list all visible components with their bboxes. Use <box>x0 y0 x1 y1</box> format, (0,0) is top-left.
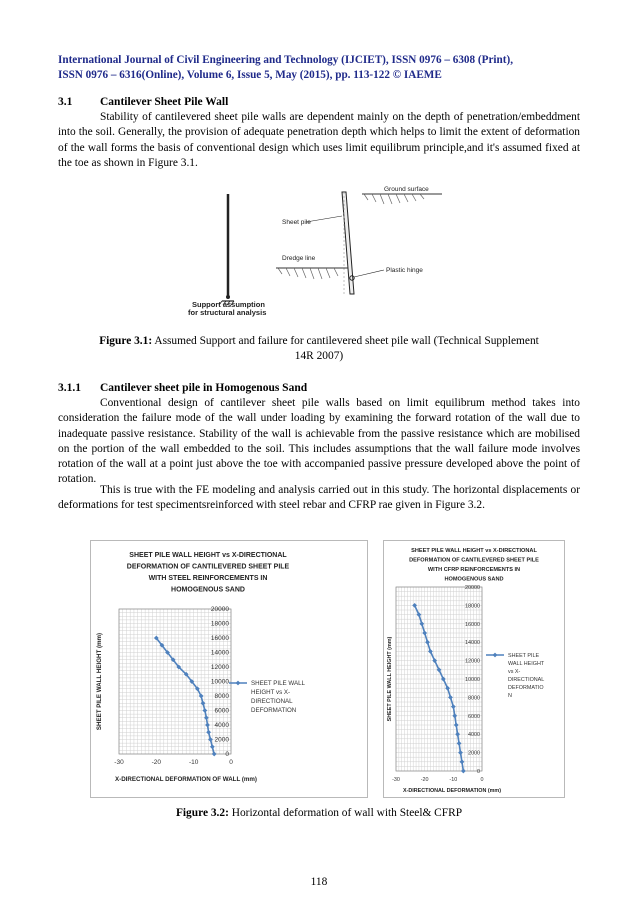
section-heading-3-1-1 <box>58 382 307 394</box>
y-tick-label: 4000 <box>468 732 480 739</box>
legend-label: N <box>508 693 512 699</box>
legend-label: SHEET PILE <box>508 653 540 659</box>
data-point <box>422 631 427 636</box>
y-tick-label: 4000 <box>214 722 229 729</box>
y-tick-label: 8000 <box>468 695 480 702</box>
chart-title-line: SHEET PILE WALL HEIGHT vs X-DIRECTIONAL <box>129 552 287 559</box>
figure-3-1-caption-text: Assumed Support and failure for cantilevered sheet pile wall (Technical Supplement <box>154 335 539 347</box>
data-point <box>205 723 210 728</box>
x-axis-label: X-DIRECTIONAL DEFORMATION OF WALL (mm) <box>115 776 257 783</box>
x-tick-label: 0 <box>480 777 484 783</box>
legend-label: WALL HEIGHT <box>508 661 545 667</box>
section-3-1-1-paragraph-1: Conventional design of cantilever sheet pile walls based on limit equilibrum method takes into consideration the failure mode of the wall under loading by examining the forward rotation of the wall due to inadequate passive resistance. Stability of the wall is achievable from the passive resistance which are mobilised on the portion of the wall embedded to the soil. This includes assumptions that the wall failure mode involves rotation of the wall at a point just above the toe with accompanied passive pressure developed above the point of rotation. <box>58 397 580 486</box>
ground-surface-label: Ground surface <box>384 186 429 193</box>
y-axis-label: SHEET PILE WALL HEIGHT (mm) <box>96 632 103 731</box>
legend-label: DEFORMATION <box>251 707 297 714</box>
chart-title-line: DEFORMATION OF CANTILEVERED SHEET PILE <box>409 557 539 564</box>
x-tick-label: -30 <box>114 759 124 766</box>
legend-marker <box>493 653 498 658</box>
chart-cfrp-svg <box>384 541 564 797</box>
data-point <box>454 723 459 728</box>
journal-header-line2: ISSN 0976 – 6316(Online), Volume 6, Issue 5, May (2015), pp. 113-122 © IAEME <box>58 69 442 81</box>
figure-3-1-caption <box>58 334 580 364</box>
y-tick-label: 12000 <box>210 664 229 671</box>
sheet-pile <box>342 192 354 294</box>
data-point <box>451 704 456 709</box>
support-label-2: for structural analysis <box>188 308 267 317</box>
x-tick-label: -30 <box>392 777 400 783</box>
figure-3-2-caption-text: Horizontal deformation of wall with Steel& CFRP <box>231 807 463 819</box>
dredge-line-label: Dredge line <box>282 255 316 262</box>
y-tick-label: 0 <box>477 769 480 775</box>
x-tick-label: 0 <box>229 759 233 766</box>
y-tick-label: 8000 <box>214 693 229 700</box>
legend-label: SHEET PILE WALL <box>251 680 305 687</box>
y-tick-label: 0 <box>225 751 229 758</box>
chart-title-line: WITH CFRP REINFORCEMENTS IN <box>427 567 521 573</box>
y-tick-label: 2000 <box>214 736 229 744</box>
data-point <box>445 686 450 691</box>
x-tick-label: -20 <box>420 777 429 783</box>
chart-title-line: DEFORMATION OF CANTILEVERED SHEET PILE <box>126 563 290 571</box>
chart-cfrp <box>383 540 565 798</box>
x-tick-label: -10 <box>188 759 199 766</box>
chart-title-line: HOMOGENOUS SAND <box>444 576 504 583</box>
journal-header-line1: International Journal of Civil Engineering and Technology (IJCIET), ISSN 0976 – 6308 (Print), <box>58 54 514 66</box>
section-number: 3.1 <box>58 96 73 108</box>
y-tick-label: 10000 <box>465 677 480 683</box>
y-tick-label: 6000 <box>468 713 480 720</box>
figure-3-1-diagram <box>186 186 482 320</box>
data-point <box>437 667 442 672</box>
plastic-hinge-label: Plastic hinge <box>386 267 423 274</box>
y-tick-label: 20000 <box>465 585 480 591</box>
section-title: Cantilever sheet pile in Homogenous Sand <box>100 382 308 394</box>
figure-3-1-label: Figure 3.1: <box>99 335 153 347</box>
x-tick-label: -10 <box>449 777 458 783</box>
x-tick-label: -20 <box>151 759 162 766</box>
sheet-pile-label: Sheet pile <box>282 219 311 226</box>
data-point <box>428 649 433 654</box>
chart-title-line: WITH STEEL REINFORCEMENTS IN <box>148 575 268 582</box>
data-point <box>425 640 430 645</box>
y-axis-label: SHEET PILE WALL HEIGHT (mm) <box>387 636 393 722</box>
data-point <box>206 730 211 735</box>
section-3-1-1-paragraph-2: This is true with the FE modeling and analysis carried out in this study. The horizontal displacements or deformations for test specimentsreinforced with steel rebar and CFRP rae given in Figure 3.2. <box>58 484 580 512</box>
section-number: 3.1.1 <box>58 382 81 394</box>
y-tick-label: 18000 <box>465 603 480 610</box>
y-tick-label: 14000 <box>465 640 480 647</box>
x-axis-label: X-DIRECTIONAL DEFORMATION (mm) <box>402 788 502 794</box>
section-title: Cantilever Sheet Pile Wall <box>100 96 229 108</box>
legend-label: HEIGHT vs X- <box>251 689 291 696</box>
data-point <box>448 695 453 700</box>
journal-header <box>58 53 580 83</box>
data-point <box>457 741 462 746</box>
legend-label: DEFORMATIO <box>508 685 544 691</box>
section-3-1-paragraph: Stability of cantilevered sheet pile walls are dependent mainly on the depth of penetration/embeddment into the soil. Generally, the provision of adequate penetration depth which helps to limit the extent of deformation of the wall forms the basis of conventional design which uses limit equilibrum principle,and it's assumed fixed at the toe as shown in Figure 3.1. <box>58 111 580 169</box>
y-tick-label: 14000 <box>210 649 229 657</box>
section-heading-3-1 <box>58 96 228 108</box>
chart-steel <box>90 540 368 798</box>
legend-label: vs X- <box>508 669 521 675</box>
chart-title-line: HOMOGENOUS SAND <box>171 586 245 594</box>
y-tick-label: 20000 <box>210 606 229 613</box>
y-tick-label: 18000 <box>210 620 229 628</box>
data-point <box>419 621 424 626</box>
data-point <box>460 759 465 764</box>
page-number: 118 <box>310 876 328 888</box>
y-tick-label: 12000 <box>465 658 480 665</box>
legend-marker <box>236 681 241 686</box>
legend-label: DIRECTIONAL <box>508 677 545 683</box>
y-tick-label: 6000 <box>214 707 229 715</box>
chart-title-line: SHEET PILE WALL HEIGHT vs X-DIRECTIONAL <box>411 548 537 554</box>
data-point <box>210 744 215 749</box>
legend-label: DIRECTIONAL <box>251 698 293 705</box>
figure-3-2-label: Figure 3.2: <box>175 807 229 819</box>
data-point <box>202 708 207 713</box>
figure-3-1-caption-text2: 14R 2007) <box>294 350 344 362</box>
y-tick-label: 16000 <box>210 635 229 642</box>
figure-3-2-caption <box>0 806 638 821</box>
y-tick-label: 2000 <box>468 750 480 757</box>
y-tick-label: 16000 <box>465 621 480 628</box>
chart-steel-svg <box>91 541 367 797</box>
support-label-1: Support assumption <box>192 300 265 309</box>
y-tick-label: 10000 <box>210 678 229 686</box>
